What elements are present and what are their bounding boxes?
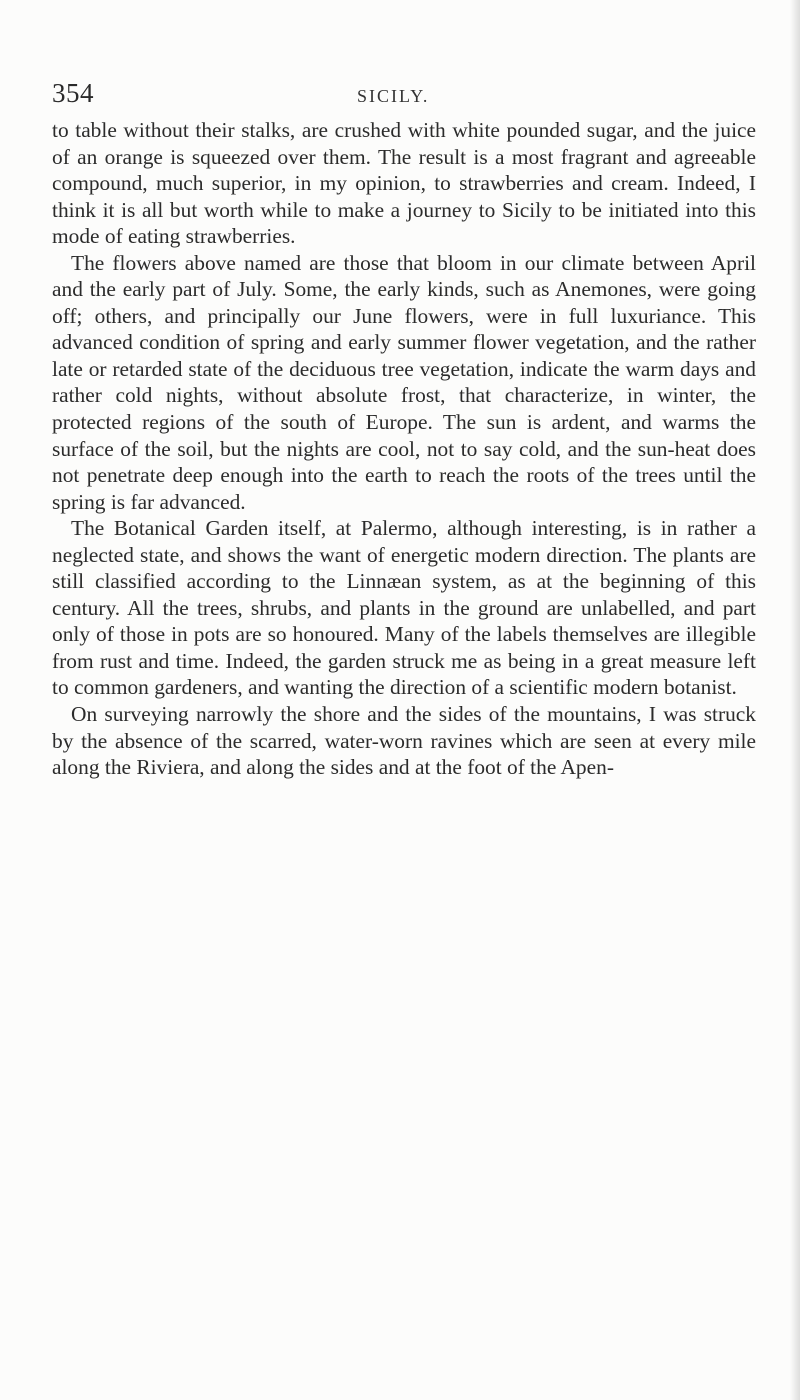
page-number: 354 xyxy=(52,78,94,108)
paragraph-botanical-garden: The Botanical Garden itself, at Palermo, although interesting, is in rather a neglected state, and shows the want of energetic modern direction. The plants are still classified according to the Linnæan system, as at the beginning of this century. All the trees, shrubs, and plants in the ground are unlabelled, and part only of those in pots are so honoured. Many of the labels themselves are illegible from rust and time. Indeed, the garden struck me as being in a great measure left to common gardeners, and wanting the direction of a scientific modern botanist. xyxy=(52,516,756,700)
running-head: SICILY. xyxy=(357,86,430,106)
paragraph-strawberries: to table without their stalks, are crushed with white pounded sugar, and the juice of an orange is squeezed over them. The result is a most fragrant and agreeable compound, much superior, in my opinion, to strawberries and cream. Indeed, I think it is all but worth while to make a journey to Sicily to be initiated into this mode of eating strawberries. xyxy=(52,118,756,249)
paragraph-flowers: The flowers above named are those that bloom in our climate between April and the early part of July. Some, the early kinds, such as Anemones, were going off; others, and principally our June flowers, were in full luxuriance. This advanced condition of spring and early summer flower vegetation, and the rather late or retarded state of the deciduous tree vegetation, indicate the warm days and rather cold nights, without absolute frost, that characterize, in winter, the protected regions of the south of Europe. The sun is ardent, and warms the surface of the soil, but the nights are cool, not to say cold, and the sun-heat does not penetrate deep enough into the earth to reach the roots of the trees until the spring is far advanced. xyxy=(52,250,756,514)
page-edge-shadow xyxy=(790,0,800,1400)
body-text xyxy=(52,117,756,781)
paragraph-ravines: On surveying narrowly the shore and the sides of the mountains, I was struck by the absence of the scarred, water-worn ravines which are seen at every mile along the Riviera, and along the sides and at the foot of the Apen- xyxy=(52,702,756,780)
page-header xyxy=(52,78,754,110)
